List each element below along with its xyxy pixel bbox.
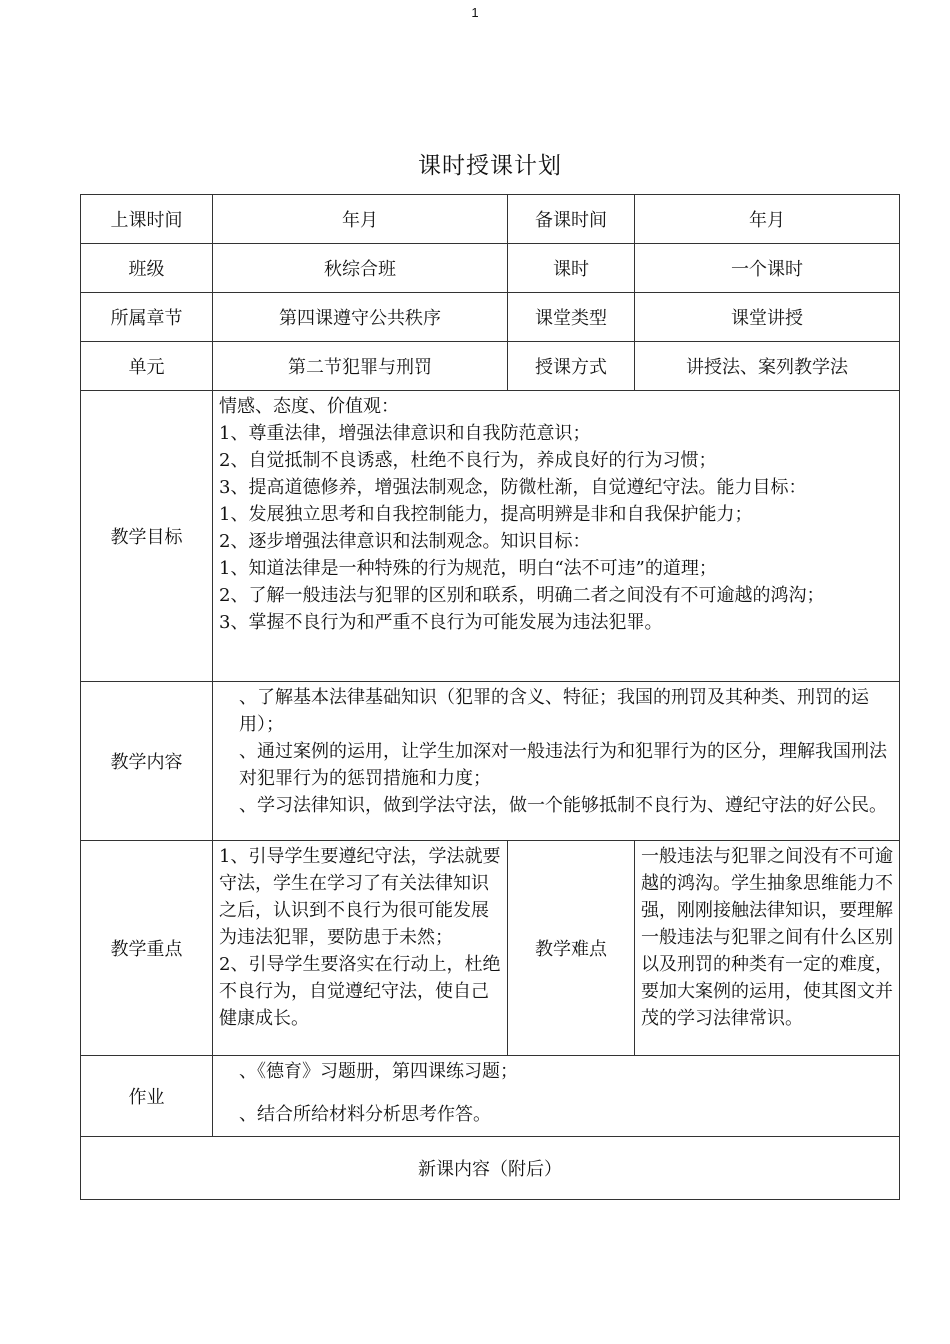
label-chapter: 所属章节 (81, 293, 213, 342)
lesson-plan-table (80, 194, 900, 1200)
value-unit: 第二节犯罪与刑罚 (213, 342, 508, 391)
homework-cell (213, 1056, 900, 1137)
table-row (81, 682, 900, 841)
table-row (81, 342, 900, 391)
homework-line: 、《德育》习题册，第四课练习题； (239, 1061, 518, 1082)
difficulties-text: 一般违法与犯罪之间没有不可逾越的鸿沟。学生抽象思维能力不强，刚刚接触法律知识，要理解一般违法与犯罪之间有什么区别以及刑罚的种类有一定的难度，要加大案例的运用，使其图文并茂的学习法律常识。 (641, 846, 893, 1029)
goal-line: 3、提高道德修养，增强法制观念，防微杜渐，自觉遵纪守法。能力目标： (219, 477, 807, 498)
key-points-cell (213, 841, 508, 1056)
label-homework: 作业 (81, 1056, 213, 1137)
table-row (81, 244, 900, 293)
label-teaching-method: 授课方式 (508, 342, 635, 391)
label-difficulties: 教学难点 (508, 841, 635, 1056)
teaching-goals-cell (213, 391, 900, 682)
document-title: 课时授课计划 (418, 153, 562, 179)
value-class-time: 年月 (213, 195, 508, 244)
label-teaching-content: 教学内容 (81, 682, 213, 841)
difficulties-cell (635, 841, 900, 1056)
new-lesson-content-row: 新课内容（附后） (81, 1137, 900, 1200)
label-periods: 课时 (508, 244, 635, 293)
goal-line: 3、掌握不良行为和严重不良行为可能发展为违法犯罪。 (219, 612, 663, 633)
homework-line: 、结合所给材料分析思考作答。 (239, 1104, 491, 1125)
label-teaching-goals: 教学目标 (81, 391, 213, 682)
content-line: 、学习法律知识，做到学法守法，做一个能够抵制不良行为、遵纪守法的好公民。 (239, 795, 887, 816)
label-class-time: 上课时间 (81, 195, 213, 244)
table-row (81, 391, 900, 682)
goal-line: 情感、态度、价值观： (219, 396, 399, 417)
goal-line: 1、尊重法律，增强法律意识和自我防范意识； (219, 423, 591, 444)
value-class: 秋综合班 (213, 244, 508, 293)
goal-line: 2、了解一般违法与犯罪的区别和联系，明确二者之间没有不可逾越的鸿沟； (219, 585, 825, 606)
value-lesson-type: 课堂讲授 (635, 293, 900, 342)
table-row (81, 195, 900, 244)
key-points-text: 1、引导学生要遵纪守法，学法就要守法，学生在学习了有关法律知识之后，认识到不良行为很可能发展为违法犯罪，要防患于未然； 2、引导学生要洛实在行动上，杜绝不良行为，自觉遵纪守法，使自己健康成长。 (219, 846, 501, 1029)
value-chapter: 第四课遵守公共秩序 (213, 293, 508, 342)
goal-line: 1、知道法律是一种特殊的行为规范，明白“法不可违”的道理； (219, 558, 717, 579)
page-number: 1 (471, 5, 479, 20)
goal-line: 1、发展独立思考和自我控制能力，提高明辨是非和自我保护能力； (219, 504, 753, 525)
table-row (81, 293, 900, 342)
goal-line: 2、逐步增强法律意识和法制观念。知识目标： (219, 531, 591, 552)
content-line: 、通过案例的运用，让学生加深对一般违法行为和犯罪行为的区分，理解我国刑法对犯罪行为的惩罚措施和力度； (239, 741, 887, 789)
value-periods: 一个课时 (635, 244, 900, 293)
content-line: 、了解基本法律基础知识（犯罪的含义、特征；我国的刑罚及其种类、刑罚的运用）； (239, 687, 869, 735)
label-key-points: 教学重点 (81, 841, 213, 1056)
teaching-content-cell (213, 682, 900, 841)
label-unit: 单元 (81, 342, 213, 391)
table-row (81, 841, 900, 1056)
table-row (81, 1056, 900, 1137)
table-row (81, 1137, 900, 1200)
goal-line: 2、自觉抵制不良诱惑，杜绝不良行为，养成良好的行为习惯； (219, 450, 717, 471)
value-teaching-method: 讲授法、案列教学法 (635, 342, 900, 391)
value-prep-time: 年月 (635, 195, 900, 244)
label-prep-time: 备课时间 (508, 195, 635, 244)
label-class: 班级 (81, 244, 213, 293)
label-lesson-type: 课堂类型 (508, 293, 635, 342)
